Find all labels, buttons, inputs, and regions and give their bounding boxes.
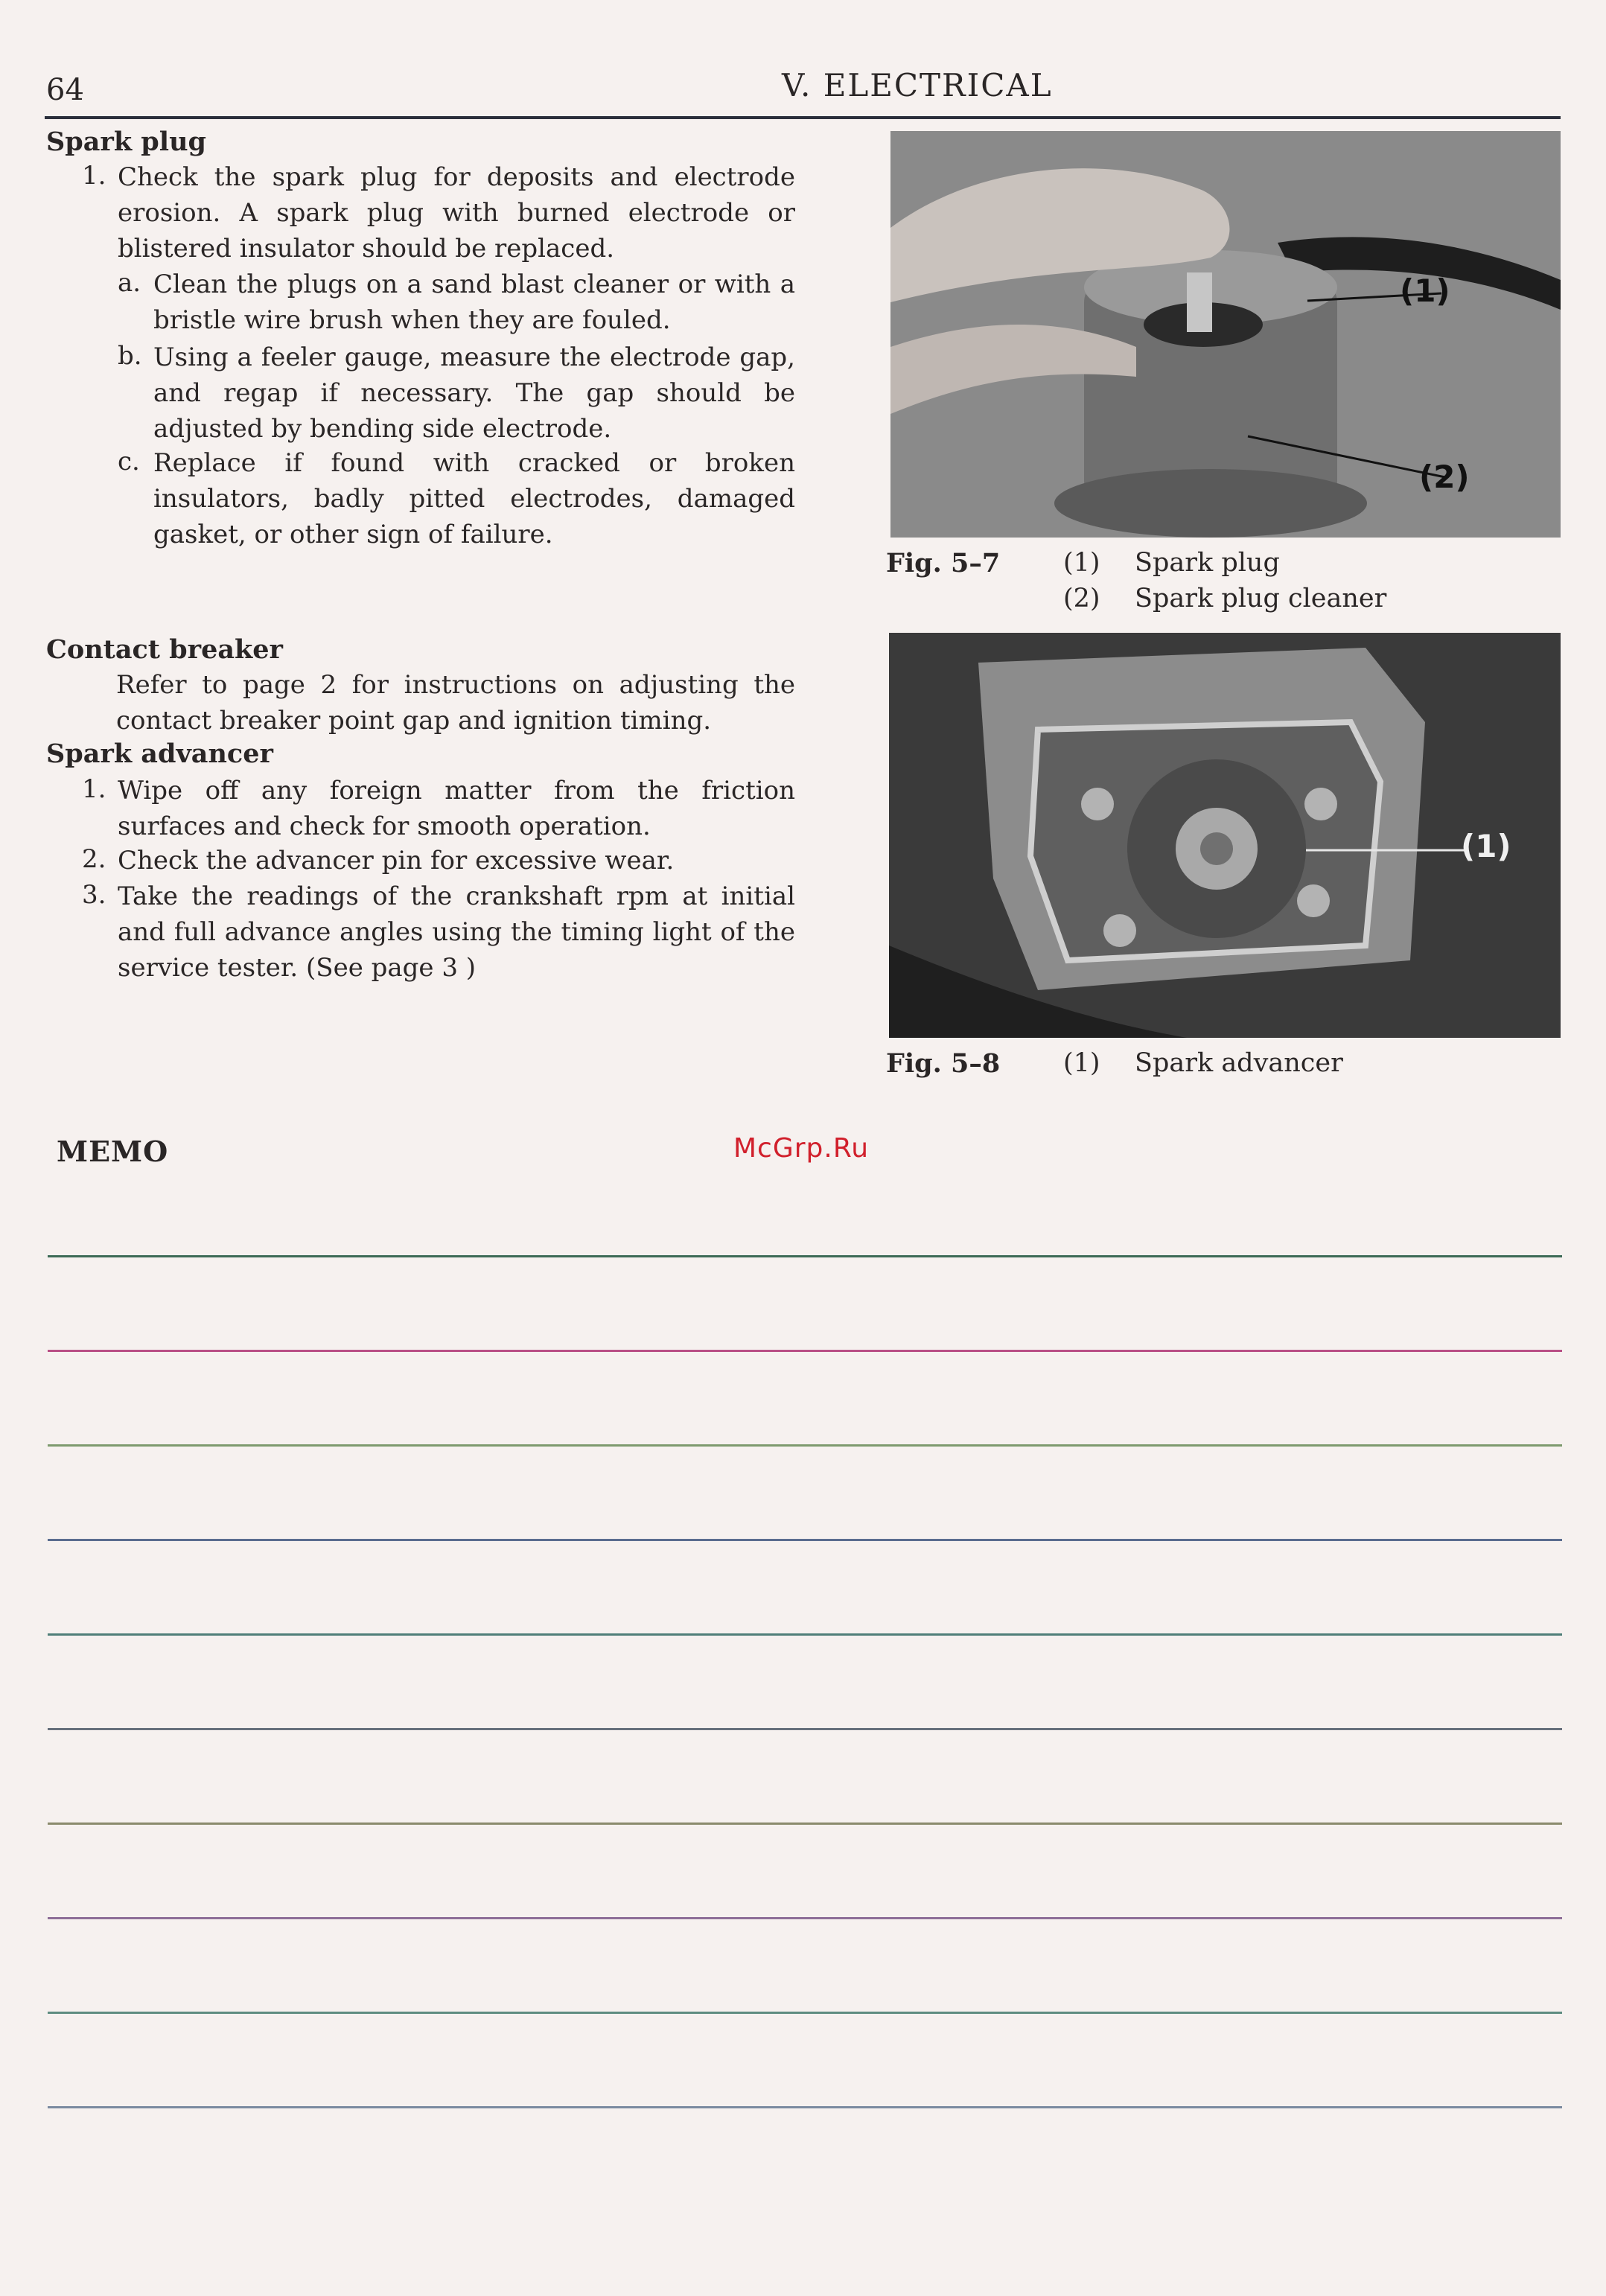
spark-plug-step-b: Using a feeler gauge, measure the electrode gap, and regap if necessary. The gap should be adjusted by bending side electrode. <box>153 342 795 444</box>
list-letter: b. <box>118 341 142 371</box>
fig-5-8-label: Fig. 5–8 <box>886 1048 1001 1079</box>
spark-plug-heading: Spark plug <box>46 127 206 157</box>
callout-1: (1) <box>1400 272 1450 309</box>
memo-line <box>48 1917 1562 1919</box>
memo-line <box>48 2106 1562 2108</box>
spark-advancer-step-2: Check the advancer pin for excessive wear. <box>118 846 675 876</box>
fig-5-7-legend-text-2: Spark plug cleaner <box>1135 584 1387 613</box>
memo-line <box>48 2012 1562 2014</box>
fig-5-8-legend-num-1: (1) <box>1063 1048 1100 1078</box>
watermark-text: McGrp.Ru <box>733 1133 870 1164</box>
list-letter: a. <box>118 268 141 298</box>
contact-breaker-heading: Contact breaker <box>46 634 283 665</box>
fig-5-8-legend-text-1: Spark advancer <box>1135 1048 1343 1078</box>
spark-plug-step-c: Replace if found with cracked or broken insulators, badly pitted electrodes, damaged gasket, or other sign of failure. <box>153 448 795 549</box>
memo-line <box>48 1728 1562 1730</box>
memo-line <box>48 1255 1562 1257</box>
page-number: 64 <box>46 73 84 107</box>
list-number: 3. <box>82 880 106 910</box>
fig-5-7-photo <box>890 131 1561 538</box>
section-title: V. ELECTRICAL <box>782 67 1053 103</box>
list-number: 2. <box>82 844 106 874</box>
list-letter: c. <box>118 447 140 476</box>
callout-2: (2) <box>1419 459 1470 495</box>
callout-1: (1) <box>1461 828 1511 864</box>
memo-title: MEMO <box>57 1135 169 1168</box>
spark-plug-step-1: Check the spark plug for deposits and electrode erosion. A spark plug with burned electrode or blistered insulator should be replaced. <box>118 162 795 264</box>
spark-advancer-step-3: Take the readings of the crankshaft rpm at initial and full advance angles using the timing light of the service tester. (See page 3 ) <box>118 881 795 983</box>
contact-breaker-text: Refer to page 2 for instructions on adjusting the contact breaker point gap and ignition timing. <box>116 670 795 736</box>
memo-line <box>48 1633 1562 1636</box>
spark-advancer-step-1: Wipe off any foreign matter from the friction surfaces and check for smooth operation. <box>118 776 795 841</box>
fig-5-7-legend-text-1: Spark plug <box>1135 548 1280 578</box>
fig-5-7-label: Fig. 5–7 <box>886 548 1001 578</box>
list-number: 1. <box>82 774 106 804</box>
spark-advancer-heading: Spark advancer <box>46 739 273 769</box>
memo-line <box>48 1823 1562 1825</box>
fig-5-7-legend-num-1: (1) <box>1063 548 1100 578</box>
list-number: 1. <box>82 161 106 191</box>
memo-line <box>48 1444 1562 1447</box>
fig-5-8-photo <box>889 633 1561 1038</box>
spark-advancer-illustration <box>889 633 1561 1038</box>
header-divider <box>45 116 1561 119</box>
spark-plug-step-a: Clean the plugs on a sand blast cleaner or with a bristle wire brush when they are fouled. <box>153 270 795 335</box>
memo-line <box>48 1350 1562 1352</box>
memo-line <box>48 1539 1562 1541</box>
fig-5-7-legend-num-2: (2) <box>1063 584 1100 613</box>
